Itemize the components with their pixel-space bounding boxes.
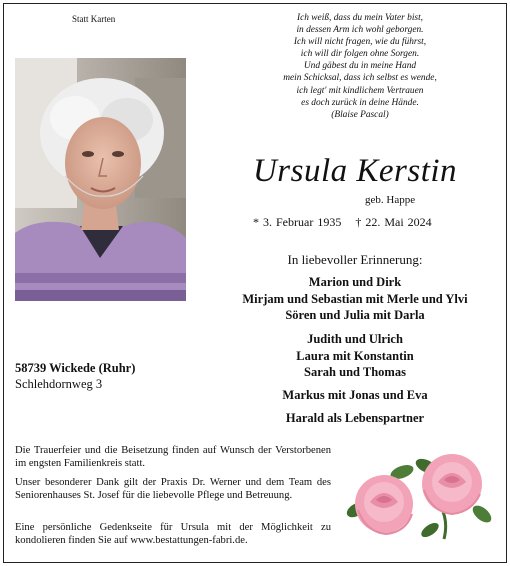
poem-line: ich legt' mit kindlichem Vertrauen bbox=[296, 85, 424, 96]
family-line: Sarah und Thomas bbox=[304, 365, 406, 379]
statt-karten-label: Statt Karten bbox=[72, 14, 116, 24]
birth-name: geb. Happe bbox=[365, 194, 416, 206]
poem-line: in dessen Arm ich wohl geborgen. bbox=[296, 25, 424, 36]
portrait-illustration bbox=[15, 58, 186, 301]
poem-line: Und gäbest du in meine Hand bbox=[303, 61, 417, 72]
deceased-name: Ursula Kerstin bbox=[252, 153, 458, 189]
family-line: Judith und Ulrich bbox=[307, 332, 403, 346]
portrait-photo bbox=[15, 58, 186, 301]
family-line: Sören und Julia mit Darla bbox=[285, 308, 425, 322]
poem-line: mein Schicksal, dass ich selbst es wende, bbox=[283, 73, 437, 84]
family-group bbox=[205, 274, 505, 324]
family-group bbox=[205, 387, 505, 404]
poem-line: Ich will nicht fragen, wie du führst, bbox=[293, 37, 427, 48]
family-line: Markus mit Jonas und Eva bbox=[282, 388, 428, 402]
address bbox=[15, 360, 135, 392]
thanks-notice: Unser besonderer Dank gilt der Praxis Dr. Werner und dem Team des Seniorenhauses St. Josef für die liebevolle Pflege und Betreuung. bbox=[15, 477, 331, 502]
family-line: Marion und Dirk bbox=[308, 275, 402, 289]
family-group bbox=[205, 331, 505, 381]
condolence-notice: Eine persönliche Gedenkseite für Ursula mit der Möglichkeit zu kondolieren finden Sie auf www.bestattungen-fabri.de. bbox=[15, 522, 331, 547]
memory-heading: In liebevoller Erinnerung: bbox=[287, 252, 423, 267]
roses-icon bbox=[344, 444, 494, 544]
life-dates bbox=[253, 215, 432, 230]
funeral-notice: Die Trauerfeier und die Beisetzung finden auf Wunsch der Verstorbenen im engsten Familienkreis statt. bbox=[15, 445, 331, 470]
poem bbox=[240, 12, 480, 121]
poem-line: es doch zurück in deine Hände. bbox=[301, 97, 419, 108]
family-group bbox=[205, 410, 505, 427]
family-line: Harald als Lebenspartner bbox=[285, 411, 425, 425]
address-city: 58739 Wickede (Ruhr) bbox=[15, 361, 136, 375]
death-date: † 22. Mai 2024 bbox=[355, 215, 432, 229]
poem-author: (Blaise Pascal) bbox=[331, 109, 389, 120]
family-line: Laura mit Konstantin bbox=[296, 348, 414, 363]
poem-line: Ich weiß, dass du mein Vater bist, bbox=[296, 13, 424, 23]
birth-date: * 3. Februar 1935 bbox=[253, 215, 342, 229]
poem-line: ich will dir folgen ohne Sorgen. bbox=[300, 49, 420, 60]
address-street: Schlehdornweg 3 bbox=[15, 377, 103, 391]
family-line: Mirjam und Sebastian mit Merle und Ylvi bbox=[242, 291, 468, 306]
